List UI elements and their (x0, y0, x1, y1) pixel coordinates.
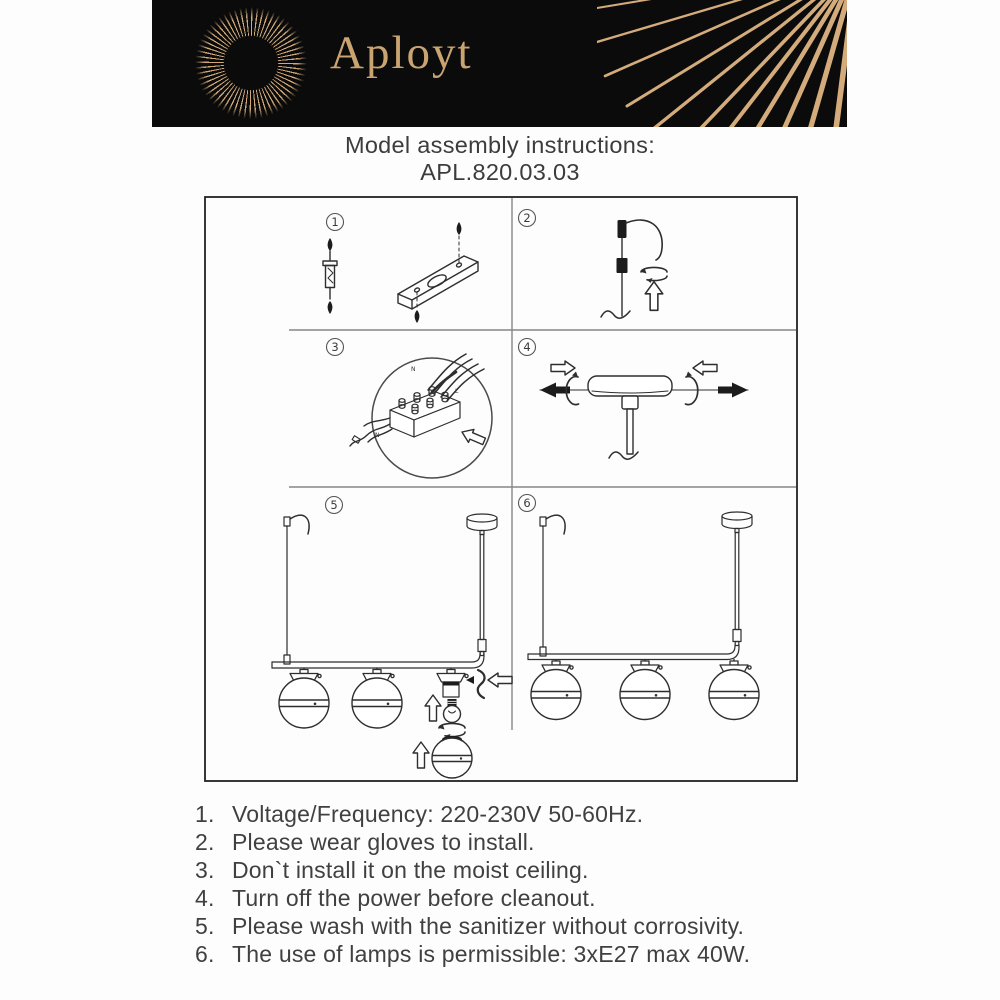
globe-shade-icon (709, 670, 759, 720)
outgoing-wires-icon (350, 418, 392, 446)
list-item (195, 828, 835, 856)
wire-label-n2: N (375, 432, 380, 439)
canopy-rod-icon (467, 514, 497, 656)
brand-header (152, 0, 847, 127)
item-number: 2. (195, 829, 215, 855)
push-right-arrow-icon (551, 361, 575, 375)
panel-5-exploded-assembly (272, 497, 512, 779)
solid-right-arrow-icon (718, 383, 748, 398)
cable-icon (626, 220, 662, 260)
item-text: Turn off the power before cleanout. (232, 885, 596, 911)
panel-number-6: 6 (523, 496, 531, 510)
horizontal-bar-icon (272, 653, 484, 668)
globe-shade-icon (352, 678, 402, 728)
suspension-wire-icon (540, 515, 565, 656)
bulb-icon (444, 699, 461, 723)
rotate-icon (641, 267, 667, 283)
panel-number-1: 1 (331, 215, 339, 229)
page-title: Model assembly instructions: (344, 132, 656, 158)
up-arrow-icon (645, 282, 663, 311)
panel-2-rod-install (519, 210, 668, 319)
panel-number-5: 5 (330, 498, 338, 512)
list-item (195, 912, 835, 940)
horizontal-bar-icon (528, 645, 739, 660)
hook-cable-icon (478, 670, 485, 698)
assembly-diagram (204, 196, 798, 782)
wall-anchor-icon (323, 238, 337, 314)
canopy-rod-icon (722, 512, 752, 646)
globe-shade-icon (620, 670, 670, 720)
wire-label-l: L (455, 388, 459, 395)
item-number: 3. (195, 857, 215, 883)
item-text: Please wear gloves to install. (232, 829, 535, 855)
hollow-left-arrow-icon (488, 673, 512, 687)
item-text: The use of lamps is permissible: 3xE27 max 40W. (232, 941, 751, 967)
item-number: 1. (195, 801, 215, 827)
item-number: 5. (195, 913, 215, 939)
insert-arrow-icon (459, 426, 487, 448)
list-item (195, 884, 835, 912)
terminal-block-icon (390, 387, 460, 437)
panel-4-canopy (519, 339, 749, 460)
panel-number-2: 2 (523, 211, 531, 225)
wire-label-n: N (411, 366, 416, 373)
item-number: 4. (195, 885, 215, 911)
panel-3-wiring (327, 339, 493, 479)
list-item (195, 940, 835, 968)
up-arrow-icon (413, 742, 429, 768)
twist-arc-right-icon (686, 372, 698, 405)
globe-with-collar-icon (432, 736, 472, 778)
up-arrow-icon (425, 695, 441, 721)
canopy-icon (588, 376, 672, 459)
panel-6-assembled (519, 495, 760, 720)
brand-name: Aployt (330, 27, 473, 79)
mounting-bracket-icon (398, 222, 478, 323)
panel-1-anchor-bracket (323, 214, 478, 324)
globe-shade-icon (531, 670, 581, 720)
item-text: Voltage/Frequency: 220-230V 50-60Hz. (232, 801, 644, 827)
instructions-list (195, 800, 835, 968)
corner-rays-icon (597, 0, 847, 127)
push-left-arrow-icon (693, 361, 717, 375)
item-number: 6. (195, 941, 215, 967)
assembly-diagram-svg (204, 196, 798, 782)
open-socket-icon (437, 668, 468, 697)
suspension-wire-icon (284, 515, 309, 664)
list-item (195, 800, 835, 828)
item-text: Don`t install it on the moist ceiling. (232, 857, 589, 883)
sunburst-core (224, 36, 278, 90)
title-block (0, 132, 1000, 186)
panel-number-3: 3 (331, 340, 339, 354)
item-text: Please wash with the sanitizer without corrosivity. (232, 913, 745, 939)
list-item (195, 856, 835, 884)
model-number: APL.820.03.03 (420, 159, 580, 185)
panel-number-4: 4 (523, 340, 531, 354)
globe-shade-icon (279, 678, 329, 728)
